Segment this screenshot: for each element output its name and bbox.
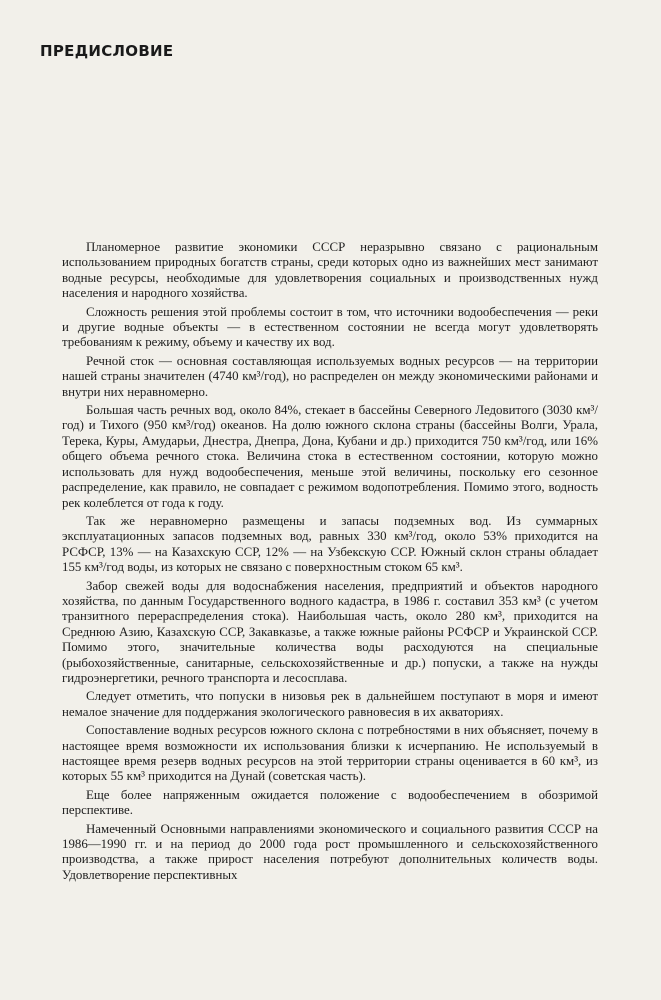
paragraph-1: Планомерное развитие экономики СССР неразрывно связано с рациональным использованием природных богатств страны, среди которых одно из важнейших мест занимают водные ресурсы, необходимые для удовлетворения социальных и производственных нужд населения и народного хозяйства. <box>62 240 598 301</box>
paragraph-9: Еще более напряженным ожидается положение с водообеспечением в обозримой перспективе. <box>62 787 598 818</box>
paragraph-8: Сопоставление водных ресурсов южного склона с потребностями в них объясняет, почему в настоящее время возможности их использования близки к исчерпанию. Не используемый в настоящее время резерв водных ресурсов на этой территории страны оценивается в 60 км³, из которых 55 км³ приходится на Дунай (советская часть). <box>62 723 598 784</box>
page-heading: ПРЕДИСЛОВИЕ <box>40 42 174 60</box>
paragraph-4: Большая часть речных вод, около 84%, стекает в бассейны Северного Ледовитого (3030 км³/год) и Тихого (950 км³/год) океанов. На долю южного склона страны (бассейны Волги, Урала, Терека, Куры, Амударьи, Днестра, Днепра, Дона, Кубани и др.) приходится 750 км³/год, или 16% общего объема речного стока. Величина стока в естественном состоянии, которую можно использовать для нужд водообеспечения, меньше этой величины, поскольку его сезонное распределение, как правило, не совпадает с режимом водопотребления. Помимо этого, водность рек колеблется от года к году. <box>62 403 598 510</box>
paragraph-7: Следует отметить, что попуски в низовья рек в дальнейшем поступают в моря и имеют немалое значение для поддержания экологического равновесия в их акваториях. <box>62 689 598 719</box>
paragraph-5: Так же неравномерно размещены и запасы подземных вод. Из суммарных эксплуатационных запасов подземных вод, равных 330 км³/год, около 53% приходится на РСФСР, 13% — на Казахскую ССР, 12% — на Узбекскую ССР. Южный склон страны обладает 155 км³/год воды, из которых не связано с поверхностным стоком 65 км³. <box>62 513 598 575</box>
paragraph-10: Намеченный Основными направлениями экономического и социального развития СССР на 1986—1990 гг. и на период до 2000 года рост промышленного и сельскохозяйственного производства, а также прирост населения потребуют дополнительных количеств воды. Удовлетворение перспективных <box>62 821 598 882</box>
body-text <box>62 240 598 883</box>
paragraph-6: Забор свежей воды для водоснабжения населения, предприятий и объектов народного хозяйства, по данным Государственного водного кадастра, в 1986 г. составил 353 км³ (с учетом транзитного перераспределения стока). Наибольшая часть, около 280 км³, приходится на Среднюю Азию, Казахскую ССР, Закавказье, а также южные районы РСФСР и Украинской ССР. Помимо этого, значительные количества воды расходуются на специальные (рыбохозяйственные, санитарные, сельскохозяйственные и др.) попуски, а также на нужды гидроэнергетики, речного транспорта и лесосплава. <box>62 578 598 685</box>
paragraph-2: Сложность решения этой проблемы состоит в том, что источники водообеспечения — реки и другие водные объекты — в естественном состоянии не всегда могут удовлетворять требованиям к режиму, объему и качеству их вод. <box>62 304 598 350</box>
paragraph-3: Речной сток — основная составляющая используемых водных ресурсов — на территории нашей страны значителен (4740 км³/год), но распределен он между экономическими районами и внутри них неравномерно. <box>62 353 598 399</box>
